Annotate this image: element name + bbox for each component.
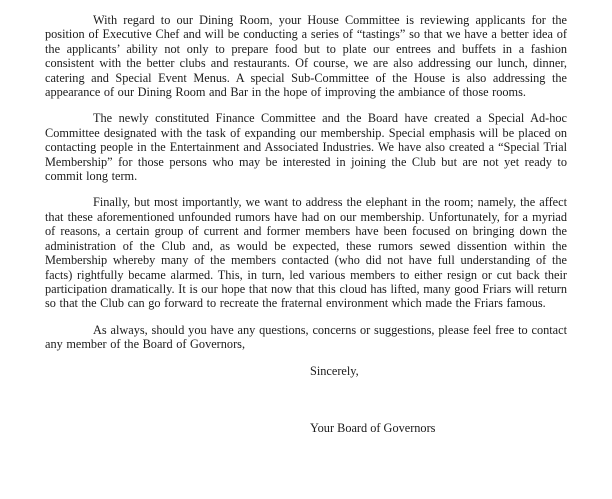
letter-paragraph-membership-rumors: Finally, but most importantly, we want to address the elephant in the room; namely, the affect that these aforementioned unfounded rumors have had on our membership. Unfortunately, for a myriad of reasons, a certain group of current and former members have been focused on bringing down the administration of the Club and, as would be expected, these rumors sewed dissention within the Membership whereby many of the members contacted (who did not have full understanding of the facts) rightfully became alarmed. This, in turn, led various members to either resign or cut back their participation dramatically. It is our hope that now that this cloud has lifted, many good Friars will return so that the Club can go forward to recreate the fraternal environment which made the Friars famous. — [45, 195, 567, 311]
letter-paragraph-finance-committee: The newly constituted Finance Committee and the Board have created a Special Ad-hoc Committee designated with the task of expanding our membership. Special emphasis will be placed on contacting people in the Entertainment and Associated Industries. We have also created a “Special Trial Membership” for those persons who may be interested in joining the Club but are not yet ready to commit long term. — [45, 111, 567, 184]
closing-salutation: Sincerely, — [310, 363, 359, 378]
letter-paragraph-contact: As always, should you have any questions, concerns or suggestions, please feel free to contact any member of the Board of Governors, — [45, 322, 567, 352]
letter-paragraph-dining-room: With regard to our Dining Room, your House Committee is reviewing applicants for the position of Executive Chef and will be conducting a series of “tastings” so that we have a better idea of the applicants’ ability not only to prepare food but to plate our entrees and buffets in a fashion consistent with the better clubs and restaurants. Of course, we are also addressing our lunch, dinner, catering and Special Event Menus. A special Sub-Committee of the House is also addressing the appearance of our Dining Room and Bar in the hope of improving the ambiance of those rooms. — [45, 13, 567, 100]
signature-line: Your Board of Governors — [310, 420, 436, 435]
